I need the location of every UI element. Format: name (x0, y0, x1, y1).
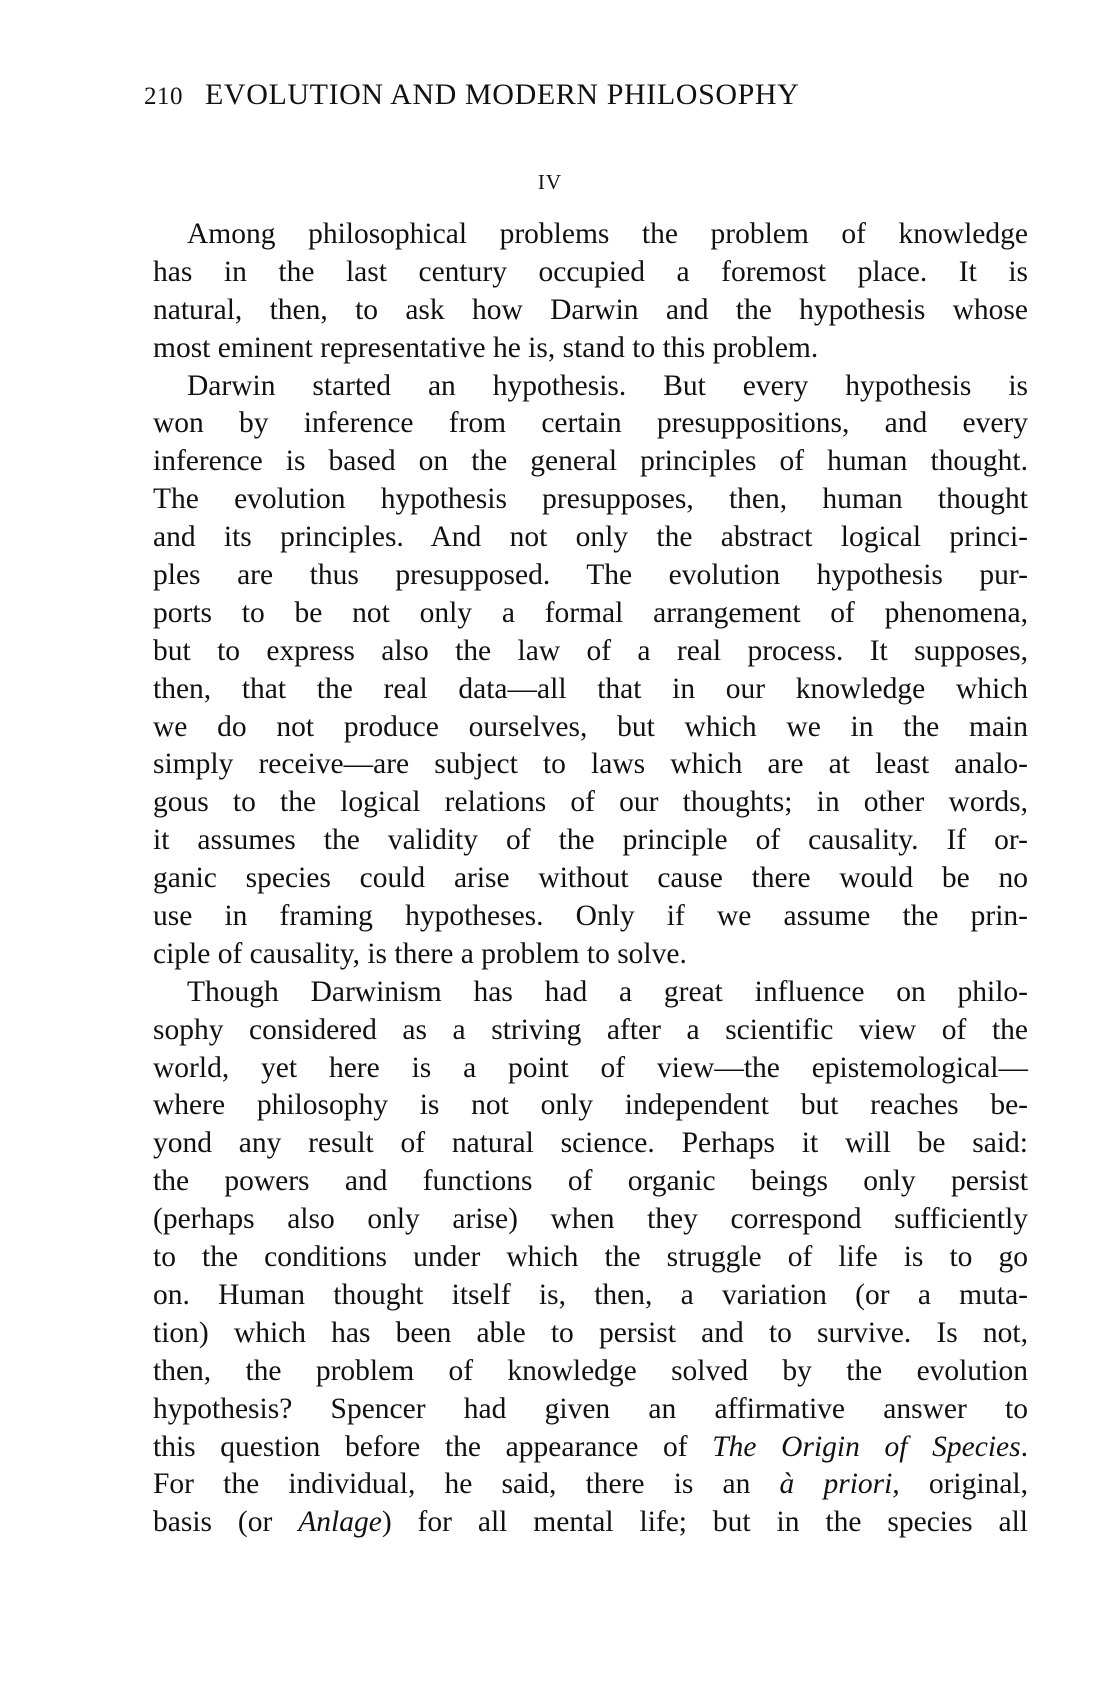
text-line: to the conditions under which the struggle of life is to go (153, 1241, 1028, 1274)
paragraph-2 (153, 368, 1028, 974)
running-title: EVOLUTION AND MODERN PHILOSOPHY (205, 78, 800, 111)
text-line: ciple of causality, is there a problem to solve. (153, 937, 687, 970)
body-text (153, 216, 1028, 1542)
text-line: and its principles. And not only the abstract logical princi- (153, 521, 1028, 554)
text-line: has in the last century occupied a foremost place. It is (153, 255, 1028, 288)
text-line: but to express also the law of a real process. It supposes, (153, 634, 1028, 667)
text-run: original, (899, 1468, 1028, 1501)
text-line: natural, then, to ask how Darwin and the hypothesis whose (153, 293, 1028, 326)
text-line: then, the problem of knowledge solved by the evolution (153, 1354, 1028, 1387)
text-run: basis (or (153, 1506, 299, 1539)
text-line: it assumes the validity of the principle of causality. If or- (153, 824, 1028, 857)
text-line: yond any result of natural science. Perhaps it will be said: (153, 1127, 1028, 1160)
paragraph-1 (153, 216, 1028, 368)
text-run: For the individual, he said, there is an (153, 1468, 780, 1501)
text-line: Among philosophical problems the problem of knowledge (187, 218, 1028, 250)
text-line: ports to be not only a formal arrangement of phenomena, (153, 596, 1028, 629)
text-line: (perhaps also only arise) when they correspond sufficiently (153, 1203, 1028, 1236)
text-line: then, that the real data—all that in our knowledge which (153, 672, 1028, 705)
text-line: where philosophy is not only independent but reaches be- (153, 1089, 1028, 1122)
text-line: the powers and functions of organic beings only persist (153, 1165, 1028, 1198)
text-line: tion) which has been able to persist and to survive. Is not, (153, 1316, 1028, 1349)
section-number: IV (537, 170, 563, 194)
text-line: use in framing hypotheses. Only if we assume the prin- (153, 900, 1028, 933)
text-line-with-italic (153, 1429, 1028, 1467)
book-title-italic: The Origin of Species (712, 1430, 1021, 1463)
text-run: this question before the appearance of (153, 1430, 713, 1463)
text-line: won by inference from certain presuppositions, and every (153, 407, 1028, 440)
text-line-with-italic (153, 1504, 1028, 1542)
text-line: ganic species could arise without cause there would be no (153, 862, 1028, 895)
text-line: on. Human thought itself is, then, a variation (or a muta- (153, 1278, 1028, 1311)
text-line: hypothesis? Spencer had given an affirmative answer to (153, 1392, 1028, 1425)
text-line: simply receive—are subject to laws which are at least analo- (153, 748, 1028, 781)
page-number: 210 (144, 83, 183, 110)
text-line: gous to the logical relations of our thoughts; in other words, (153, 786, 1028, 819)
text-line: The evolution hypothesis presupposes, then, human thought (153, 483, 1028, 516)
text-run: . (1020, 1430, 1028, 1463)
running-head (144, 78, 974, 122)
text-line: Darwin started an hypothesis. But every hypothesis is (187, 369, 1028, 402)
text-line: ples are thus presupposed. The evolution hypothesis pur- (153, 559, 1028, 592)
latin-phrase-italic: à priori, (779, 1468, 900, 1501)
text-line-with-italic (153, 1466, 1028, 1504)
text-line: most eminent representative he is, stand to this problem. (153, 331, 819, 364)
text-line: world, yet here is a point of view—the epistemological— (153, 1051, 1028, 1084)
german-term-italic: Anlage (298, 1506, 382, 1539)
text-line: Though Darwinism has had a great influence on philo- (187, 975, 1028, 1008)
text-line: inference is based on the general principles of human thought. (153, 445, 1028, 478)
paragraph-3 (153, 974, 1028, 1542)
text-line: sophy considered as a striving after a scientific view of the (153, 1013, 1028, 1046)
text-run: ) for all mental life; but in the species all (381, 1506, 1028, 1539)
text-line: we do not produce ourselves, but which we in the main (153, 710, 1028, 743)
